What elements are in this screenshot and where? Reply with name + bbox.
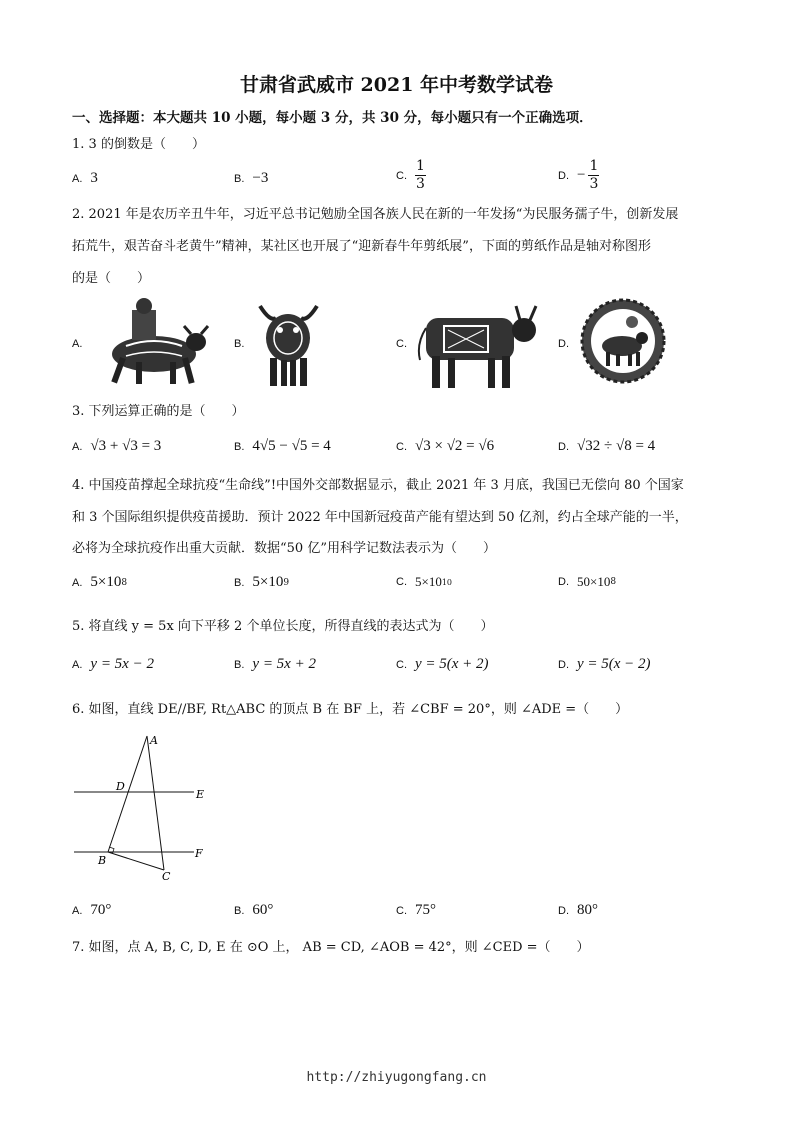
option-value: 5×10 (90, 574, 122, 590)
option-label: C. (396, 169, 407, 182)
option-label: D. (558, 658, 569, 671)
q3-option-c (396, 438, 494, 455)
q3-option-b (234, 438, 331, 455)
option-label: B. (234, 172, 245, 185)
q2-option-d (558, 338, 577, 350)
option-label: A. (72, 172, 83, 185)
q6-stem: 6. 如图，直线 DE//BF, Rt△ABC 的顶点 B 在 BF 上，若 ∠CBF = 20°，则 ∠ADE =（ ） (72, 702, 629, 717)
option-label: C. (396, 338, 407, 350)
option-label: A. (72, 440, 83, 453)
footer-url: http://zhiyugongfang.cn (306, 1070, 487, 1085)
option-label: B. (234, 338, 245, 350)
option-value: √32 ÷ √8 = 4 (577, 438, 656, 454)
q1-option-b (234, 170, 268, 187)
ox-front-image (256, 300, 321, 390)
q4-line-1: 4. 中国疫苗撑起全球抗疫“生命线”!中国外交部数据显示，截止 2021 年 3 月底，我国已无偿向 80 个国家 (72, 478, 684, 493)
option-label: C. (396, 440, 407, 453)
q4-option-c (396, 574, 452, 590)
exponent: 8 (121, 577, 128, 588)
point-label-a: A (150, 734, 158, 747)
q4-line-2: 和 3 个国际组织提供疫苗援助．预计 2022 年中国新冠疫苗产能有望达到 50 亿剂，约占全球产能的一半， (72, 510, 688, 525)
q5-option-d (558, 656, 651, 673)
option-value: 60° (252, 902, 274, 918)
q2-option-a (72, 338, 90, 350)
option-value: y = 5x + 2 (252, 656, 316, 672)
option-label: A. (72, 658, 83, 671)
q6-option-b (234, 902, 273, 919)
fraction (415, 158, 426, 193)
option-label: C. (396, 904, 407, 917)
section-heading: 一、选择题：本大题共 10 小题，每小题 3 分，共 30 分，每小题只有一个正确选项． (72, 110, 593, 126)
option-label: A. (72, 338, 83, 350)
q7-stem: 7. 如图，点 A, B, C, D, E 在 ⊙O 上， AB = CD, ∠AOB = 42°，则 ∠CED =（ ） (72, 940, 590, 955)
q1-stem: 1. 3 的倒数是（ ） (72, 137, 205, 152)
option-value: −3 (252, 170, 269, 186)
point-label-c: C (162, 870, 171, 883)
q6-option-c (396, 902, 436, 919)
ox-rider-image (96, 296, 211, 390)
option-value: √3 + √3 = 3 (90, 438, 162, 454)
q3-stem: 3. 下列运算正确的是（ ） (72, 404, 245, 419)
minus-sign: − (577, 167, 586, 183)
option-value: √3 × √2 = √6 (415, 438, 495, 454)
q6-option-a (72, 902, 111, 919)
q5-option-b (234, 656, 316, 673)
exponent: 8 (610, 577, 617, 587)
q1-option-c (396, 158, 426, 193)
option-label: D. (558, 904, 569, 917)
option-value: y = 5x − 2 (90, 656, 154, 672)
q2-line-3: 的是（ ） (72, 271, 151, 286)
q4-option-d (558, 574, 616, 590)
option-label: D. (558, 576, 569, 588)
q4-option-a (72, 574, 127, 591)
page-title: 甘肃省武威市 2021 年中考数学试卷 (239, 74, 554, 96)
option-value: 75° (415, 902, 436, 918)
ox-circle-image (580, 298, 666, 384)
option-label: B. (234, 576, 245, 589)
q4-option-b (234, 574, 289, 591)
q2-option-c (396, 338, 415, 350)
q1-option-d (558, 158, 599, 193)
q3-option-a (72, 438, 161, 455)
option-label: B. (234, 440, 245, 453)
point-label-d: D (116, 780, 125, 793)
q2-option-b (234, 338, 252, 350)
option-value: 4√5 − √5 = 4 (252, 438, 331, 454)
ox-side-image (416, 300, 542, 392)
option-value: 5×10 (252, 574, 284, 590)
option-value: 3 (90, 170, 98, 186)
option-label: D. (558, 338, 569, 350)
option-value: 50×10 (577, 574, 611, 589)
option-value: 80° (577, 902, 598, 918)
option-label: A. (72, 576, 83, 589)
denominator: 3 (589, 176, 599, 192)
triangle-figure (72, 730, 222, 890)
option-value: y = 5(x − 2) (577, 656, 651, 672)
q1-option-a (72, 170, 98, 187)
option-label: B. (234, 904, 245, 917)
numerator: 1 (416, 158, 425, 174)
q3-option-d (558, 438, 655, 455)
q5-stem: 5. 将直线 y = 5x 向下平移 2 个单位长度，所得直线的表达式为（ ） (72, 619, 494, 634)
exponent: 10 (441, 577, 453, 587)
fraction (588, 158, 599, 193)
q5-option-c (396, 656, 489, 673)
exponent: 9 (283, 577, 290, 588)
q4-line-3: 必将为全球抗疫作出重大贡献．数据“50 亿”用科学记数法表示为（ ） (72, 541, 496, 556)
q2-line-1: 2. 2021 年是农历辛丑牛年，习近平总书记勉励全国各族人民在新的一年发扬“为民服务孺子牛，创新发展 (72, 207, 679, 222)
numerator: 1 (589, 158, 599, 174)
option-value: y = 5(x + 2) (415, 656, 489, 672)
option-label: D. (558, 169, 569, 182)
option-label: D. (558, 440, 569, 453)
point-label-f: F (195, 847, 203, 860)
option-value: 70° (90, 902, 112, 918)
point-label-e: E (196, 788, 205, 801)
denominator: 3 (416, 176, 425, 192)
option-label: B. (234, 658, 245, 671)
point-label-b: B (98, 854, 107, 867)
option-label: C. (396, 576, 407, 588)
option-value: 5×10 (415, 574, 442, 589)
q6-option-d (558, 902, 598, 919)
option-label: C. (396, 658, 407, 671)
q2-line-2: 拓荒牛，艰苦奋斗老黄牛”精神，某社区也开展了“迎新春牛年剪纸展”，下面的剪纸作品是轴对称图形 (72, 239, 651, 254)
option-label: A. (72, 904, 83, 917)
q5-option-a (72, 656, 154, 673)
